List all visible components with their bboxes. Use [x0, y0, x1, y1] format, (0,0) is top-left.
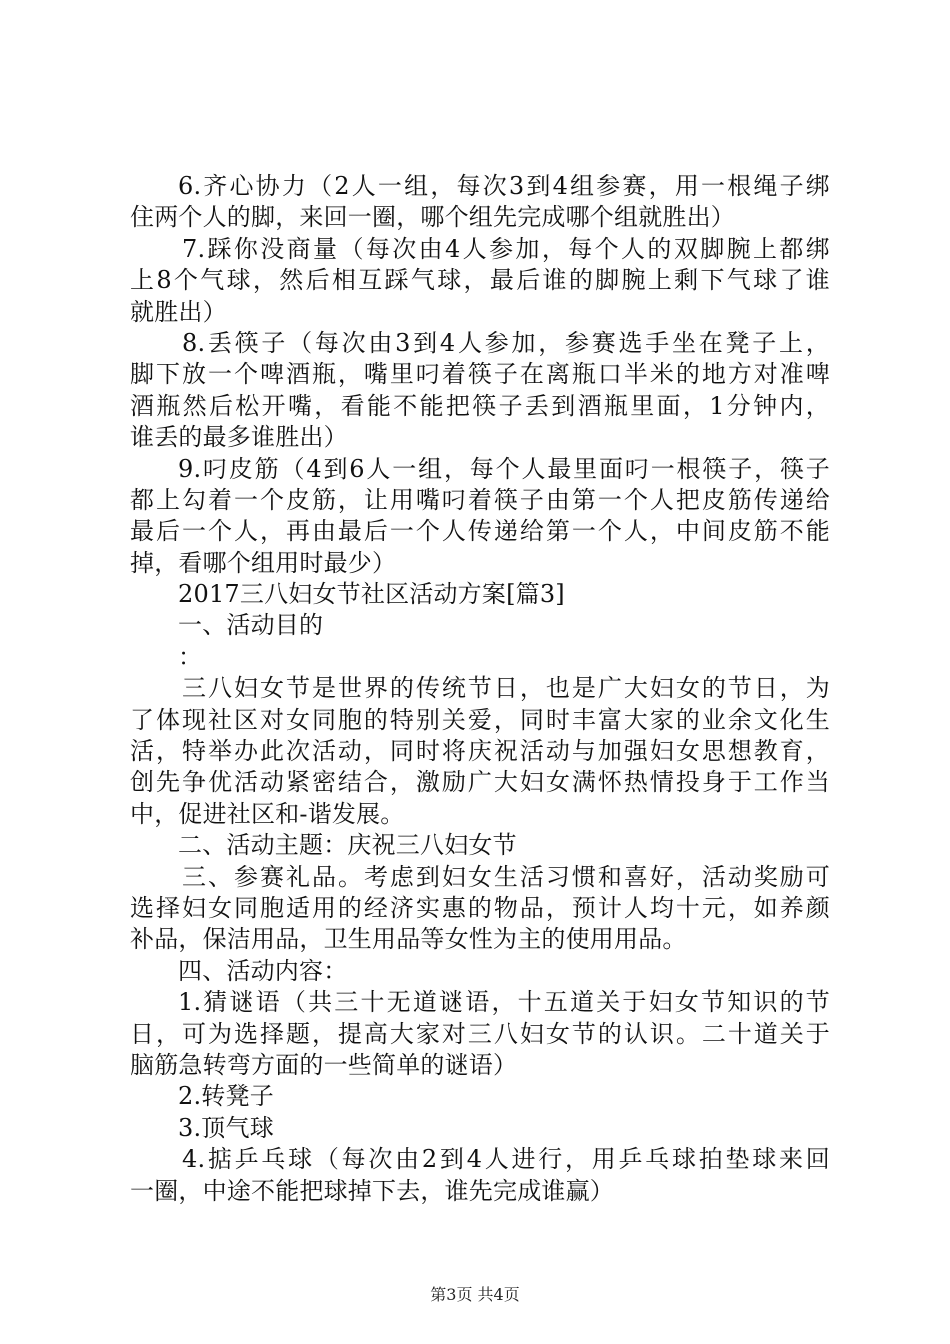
text-line: 最后一个人，再由最后一个人传递给第一个人，中间皮筋不能: [130, 517, 830, 546]
text-line: 脚下放一个啤酒瓶，嘴里叼着筷子在离瓶口半米的地方对准啤: [130, 360, 830, 389]
text-line: 脑筋急转弯方面的一些简单的谜语）: [130, 1050, 518, 1079]
text-line: 日，可为选择题，提高大家对三八妇女节的认识。二十道关于: [130, 1019, 830, 1048]
page-footer: 第3页 共4页: [430, 1285, 520, 1304]
text-line: 二、活动主题：庆祝三八妇女节: [178, 831, 517, 860]
document-body: [130, 171, 830, 1207]
text-line: 三八妇女节是世界的传统节日，也是广大妇女的节日，为: [182, 674, 830, 703]
text-line: 3.顶气球: [178, 1113, 274, 1142]
text-line: 活，特举办此次活动，同时将庆祝活动与加强妇女思想教育，: [130, 737, 830, 766]
text-line: 上8个气球，然后相互踩气球，最后谁的脚腕上剩下气球了谁: [130, 266, 830, 295]
text-line: 三、参赛礼品。考虑到妇女生活习惯和喜好，活动奖励可: [182, 862, 830, 891]
text-line: 选择妇女同胞适用的经济实惠的物品，预计人均十元，如养颜: [130, 893, 830, 922]
text-line: 6.齐心协力（2人一组，每次3到4组参赛，用一根绳子绑: [178, 172, 830, 200]
text-line: 就胜出）: [130, 297, 227, 326]
text-line: 四、活动内容：: [178, 956, 348, 985]
text-line: 住两个人的脚，来回一圈，哪个组先完成哪个组就胜出）: [130, 203, 735, 232]
text-line: 9.叼皮筋（4到6人一组，每个人最里面叼一根筷子，筷子: [178, 454, 830, 483]
text-line: 2.转凳子: [178, 1082, 274, 1111]
text-line: 一、活动目的: [178, 611, 324, 640]
text-line: 谁丢的最多谁胜出）: [130, 423, 348, 452]
text-line: 了体现社区对女同胞的特别关爱，同时丰富大家的业余文化生: [130, 705, 830, 734]
text-line: 8.丢筷子（每次由3到4人参加，参赛选手坐在凳子上，: [182, 328, 830, 357]
text-line: 2017三八妇女节社区活动方案[篇3]: [178, 580, 565, 609]
text-line: 一圈，中途不能把球掉下去，谁先完成谁赢）: [130, 1176, 614, 1205]
text-line: 都上勾着一个皮筋，让用嘴叼着筷子由第一个人把皮筋传递给: [130, 485, 830, 514]
text-line: 补品，保洁用品，卫生用品等女性为主的使用用品。: [130, 925, 687, 954]
text-line: 中，促进社区和-谐发展。: [130, 799, 405, 828]
text-line: ：: [178, 642, 203, 671]
text-line: 7.踩你没商量（每次由4人参加，每个人的双脚腕上都绑: [182, 234, 830, 263]
text-line: 1.猜谜语（共三十无道谜语，十五道关于妇女节知识的节: [178, 988, 830, 1017]
text-line: 酒瓶然后松开嘴，看能不能把筷子丢到酒瓶里面，1分钟内，: [130, 391, 830, 420]
text-line: 创先争优活动紧密结合，激励广大妇女满怀热情投身于工作当: [130, 768, 830, 797]
text-line: 4.掂乒乓球（每次由2到4人进行，用乒乓球拍垫球来回: [182, 1145, 830, 1174]
text-line: 掉，看哪个组用时最少）: [130, 548, 397, 577]
